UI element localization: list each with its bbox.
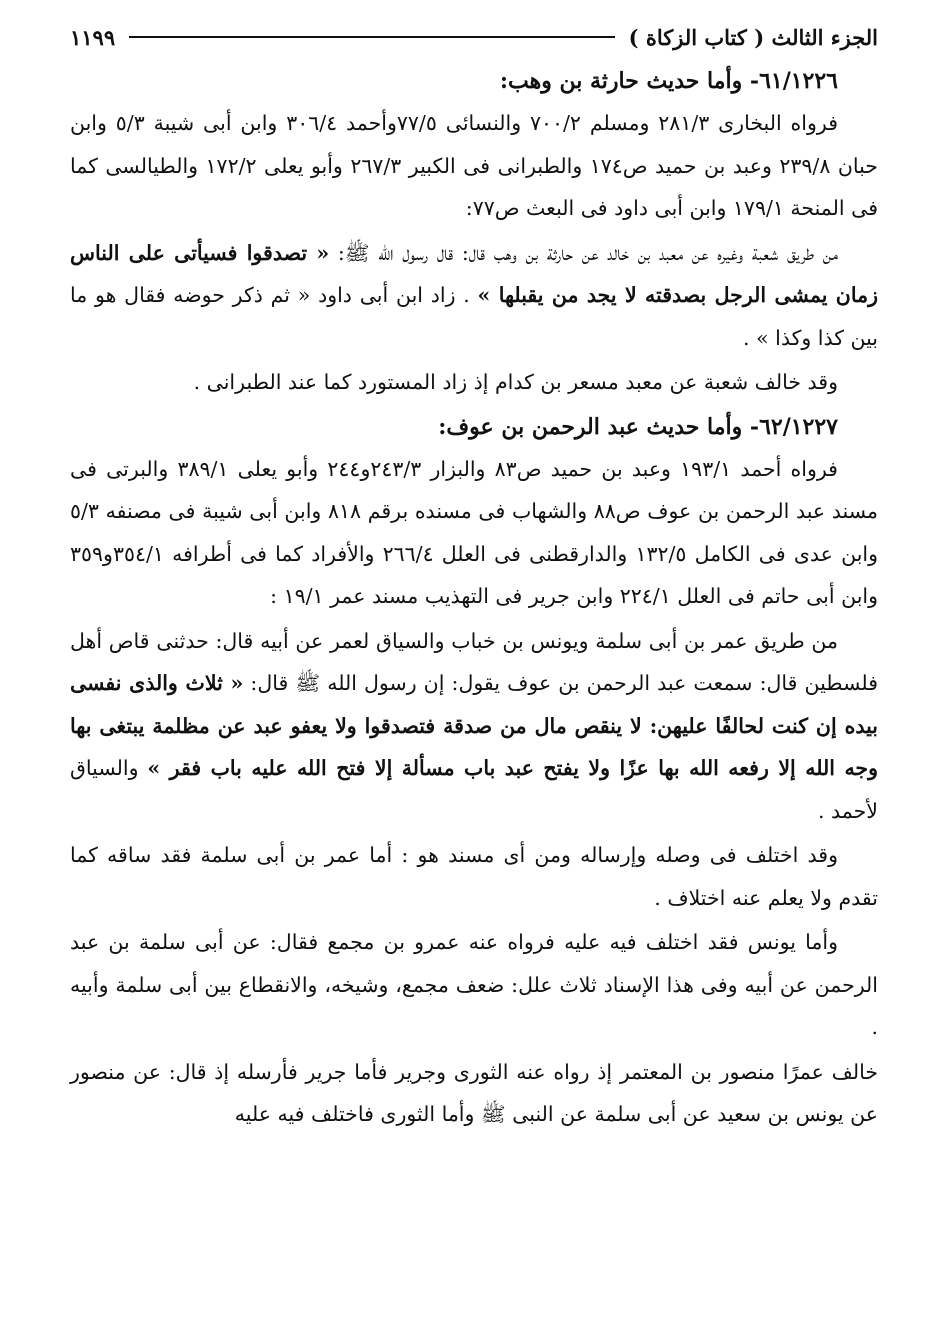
page-number: ١١٩٩ <box>70 24 116 50</box>
addition-text: . زاد ابن أبى داود « ثم ذكر حوضه فقال هو ما بين كذا وكذا » . <box>70 283 878 350</box>
mansur-paragraph: خالف عمرًا منصور بن المعتمر إذ رواه عنه الثورى وجرير فأما جرير فأرسله إذ قال: عن منصور عن يونس بن سعيد عن أبى سلمة عن النبى ﷺ وأما الثورى فاختلف فيه عليه <box>70 1059 878 1126</box>
isnad-text: من طريق شعبة وغيره عن معبد بن خالد عن حارثة بن وهب قال: قال رسول الله ﷺ: <box>329 240 838 265</box>
yunus-paragraph: وأما يونس فقد اختلف فيه عليه فرواه عنه عمرو بن مجمع فقال: عن أبى سلمة بن عبد الرحمن عن أبيه وفى هذا الإسناد ثلاث علل: ضعف مجمع، وشيخه، والانقطاع بين أبى سلمة وأبيه . <box>70 930 878 1039</box>
hadith-heading-1226: ٦١/١٢٢٦- وأما حديث حارثة بن وهب: <box>499 68 838 94</box>
attribution-text: والسياق لأحمد . <box>70 756 878 823</box>
header-rule <box>129 36 614 38</box>
hadith-heading-1227: ٦٢/١٢٢٧- وأما حديث عبد الرحمن بن عوف: <box>438 413 838 440</box>
isnad-paragraph-1226 <box>70 232 878 360</box>
running-title: الجزء الثالث ( كتاب الزكاة ) <box>628 24 878 50</box>
hadith-text: « تصدقوا فسيأتى على الناس زمان يمشى الرجل بصدقته لا يجد من يقبلها » <box>70 240 878 307</box>
takhrij-paragraph-1227: فرواه أحمد ١٩٣/١ وعبد بن حميد ص٨٣ والبزار ٢٤٣/٣و٢٤٤ وأبو يعلى ٣٨٩/١ والبرتى فى مسند عبد الرحمن بن عوف ص٨٨ والشهاب فى مسنده برقم ٨١٨ وابن أبى شيبة فى مصنفه ٥/٣ وابن عدى فى الكامل ١٣٢/٥ والدارقطنى فى العلل ٢٦٦/٤ والأفراد كما فى أطرافه ٣٥٤/١و٣٥٩ وابن أبى حاتم فى العلل ٢٢٤/١ وابن جرير فى التهذيب مسند عمر ١٩/١ : <box>70 456 878 608</box>
hadith-text: « ثلاث والذى نفسى بيده إن كنت لحالفًا عليهن: لا ينقص مال من صدقة فتصدقوا ولا يعفو عبد عن مظلمة يبتغى بها وجه الله إلا رفعه الله بها عزًا ولا يفتح عبد باب مسألة إلا فتح الله عليه باب فقر » <box>70 671 879 780</box>
isnad-paragraph-1227 <box>70 620 878 833</box>
takhrij-paragraph-1226: فرواه البخارى ٢٨١/٣ ومسلم ٧٠٠/٢ والنسائى ٧٧/٥وأحمد ٣٠٦/٤ وابن أبى شيبة ٥/٣ وابن حبان ٢٣٩/٨ وعبد بن حميد ص١٧٤ والطبرانى فى الكبير ٢٦٧/٣ وأبو يعلى ١٧٢/٢ والطيالسى كما فى المنحة ١٧٩/١ وابن أبى داود فى البعث ص٧٧: <box>70 111 878 220</box>
note-paragraph-1226: وقد خالف شعبة عن معبد مسعر بن كدام إذ زاد المستورد كما عند الطبرانى . <box>193 370 838 394</box>
ikhtilaf-paragraph: وقد اختلف فى وصله وإرساله ومن أى مسند هو : أما عمر بن أبى سلمة فقد ساقه كما تقدم ولا يعلم عنه اختلاف . <box>70 843 878 910</box>
isnad-text: من طريق عمر بن أبى سلمة ويونس بن خباب والسياق لعمر عن أبيه قال: حدثنى قاص أهل فلسطين قال: سمعت عبد الرحمن بن عوف يقول: إن رسول الله ﷺ قال: <box>70 628 878 695</box>
page-header <box>70 14 878 60</box>
